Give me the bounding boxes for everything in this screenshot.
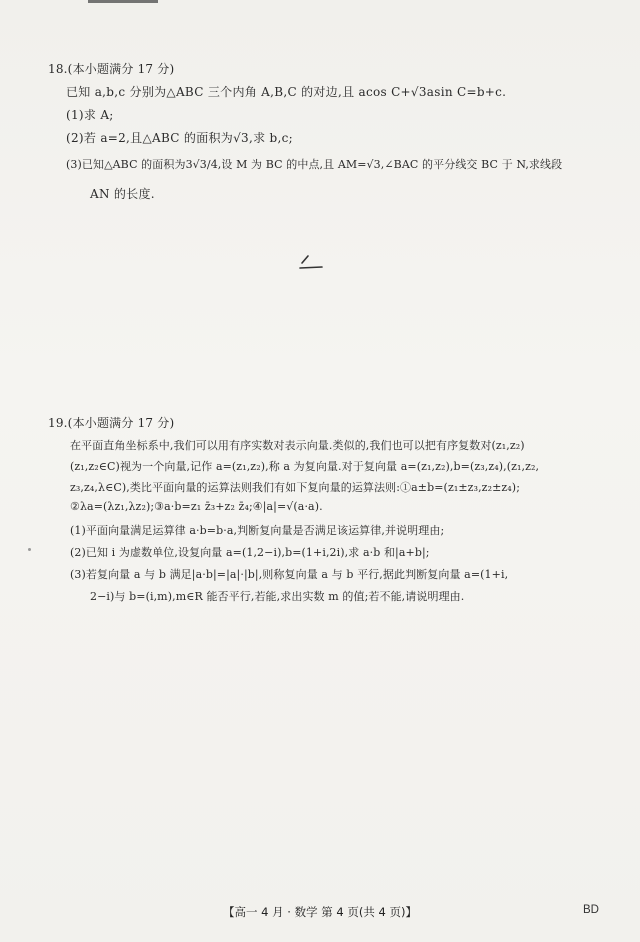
- q18-part1: (1)求 A;: [66, 108, 114, 122]
- q18-part3: (3)已知△ABC 的面积为3√3/4,设 M 为 BC 的中点,且 AM=√3,∠BAC 的平分线交 BC 于 N,求线段: [66, 158, 563, 171]
- q18-stem: 已知 a,b,c 分别为△ABC 三个内角 A,B,C 的对边,且 acos C+√3asin C=b+c.: [66, 85, 507, 99]
- q18-part3-cont: AN 的长度.: [90, 187, 155, 201]
- q19-stem-2: (z₁,z₂∈C)视为一个向量,记作 a=(z₁,z₂),称 a 为复向量.对于复向量 a=(z₁,z₂),b=(z₃,z₄),(z₁,z₂,: [70, 460, 540, 473]
- paper-code: BD: [583, 904, 599, 916]
- q19-stem-3: z₃,z₄,λ∈C),类比平面向量的运算法则我们有如下复向量的运算法则:①a±b=(z₁±z₃,z₂±z₄);: [70, 481, 520, 494]
- q18-header: 18.(本小题满分 17 分): [48, 62, 175, 76]
- page-footer: 【高一 4 月 · 数学 第 4 页(共 4 页)】: [223, 905, 417, 919]
- q19-stem-4: ②λa=(λz₁,λz₂);③a·b=z₁ z̄₃+z₂ z̄₄;④|a|=√(a·a).: [70, 500, 323, 513]
- q19-header: 19.(本小题满分 17 分): [48, 416, 175, 430]
- q19-part1: (1)平面向量满足运算律 a·b=b·a,判断复向量是否满足该运算律,并说明理由;: [70, 524, 445, 537]
- q19-part3: (3)若复向量 a 与 b 满足|a·b|=|a|·|b|,则称复向量 a 与 b 平行,据此判断复向量 a=(1+i,: [70, 568, 509, 581]
- scan-dot: [28, 548, 31, 551]
- scan-artifact: [88, 0, 158, 3]
- q18-part2: (2)若 a=2,且△ABC 的面积为√3,求 b,c;: [66, 131, 293, 145]
- q19-part3-cont: 2−i)与 b=(i,m),m∈R 能否平行,若能,求出实数 m 的值;若不能,请说明理由.: [90, 590, 465, 603]
- q19-part2: (2)已知 i 为虚数单位,设复向量 a=(1,2−i),b=(1+i,2i),求 a·b 和|a+b|;: [70, 546, 430, 559]
- q19-stem-1: 在平面直角坐标系中,我们可以用有序实数对表示向量.类似的,我们也可以把有序复数对(z₁,z₂): [70, 439, 525, 452]
- handwritten-mark-icon: [296, 252, 326, 272]
